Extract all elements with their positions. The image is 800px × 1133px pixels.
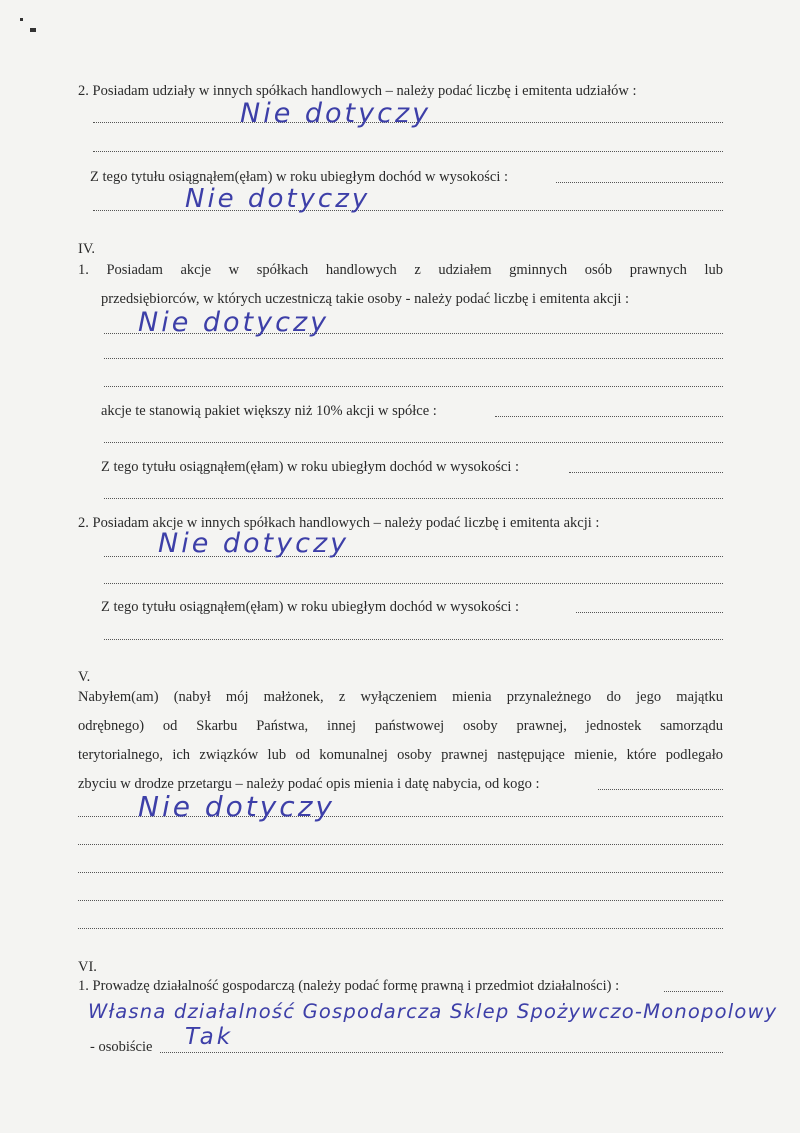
- handwritten-answer: Nie dotyczy: [240, 98, 432, 129]
- income-line: [556, 182, 723, 183]
- package-label: akcje te stanowią pakiet większy niż 10% akcji w spółce :: [101, 403, 437, 419]
- property-paragraph-line1: Nabyłem(am) (nabył mój małżonek, z wyłączeniem mienia przynależnego do jego majątku: [78, 689, 723, 705]
- handwritten-answer: Nie dotyczy: [158, 528, 350, 559]
- answer-line: [93, 151, 723, 152]
- package-line: [495, 416, 723, 417]
- answer-line: [598, 789, 723, 790]
- answer-line: [78, 872, 723, 873]
- section-heading: VI.: [78, 959, 97, 975]
- business-question: 1. Prowadzę działalność gospodarczą (należy podać formę prawną i przedmiot działalności) :: [78, 978, 620, 994]
- answer-line: [104, 498, 723, 499]
- other-shares-question: 2. Posiadam akcje w innych spółkach handlowych – należy podać liczbę i emitenta akcji :: [78, 515, 600, 531]
- answer-line: [78, 844, 723, 845]
- answer-line: [104, 386, 723, 387]
- shares-question: 2. Posiadam udziały w innych spółkach handlowych – należy podać liczbę i emitenta udziałów :: [78, 83, 637, 99]
- answer-line: [104, 639, 723, 640]
- answer-line: [664, 991, 723, 992]
- handwritten-answer: Nie dotyczy: [138, 307, 330, 338]
- income-label: Z tego tytułu osiągnąłem(ęłam) w roku ubiegłym dochód w wysokości :: [101, 599, 520, 615]
- shares-question-line2: przedsiębiorców, w których uczestniczą takie osoby - należy podać liczbę i emitenta akcji :: [101, 291, 630, 307]
- handwritten-answer: Nie dotyczy: [138, 790, 335, 823]
- shares-question-line1: 1. Posiadam akcje w spółkach handlowych z udziałem gminnych osób prawnych lub: [78, 262, 723, 278]
- section-heading: IV.: [78, 241, 96, 257]
- answer-line: [104, 358, 723, 359]
- scan-mark: [30, 28, 36, 32]
- answer-line: [160, 1052, 723, 1053]
- income-line: [576, 612, 723, 613]
- answer-line: [78, 900, 723, 901]
- answer-line: [104, 583, 723, 584]
- scan-mark: [20, 18, 23, 21]
- income-label: Z tego tytułu osiągnąłem(ęłam) w roku ubiegłym dochód w wysokości :: [90, 169, 509, 185]
- answer-line: [104, 442, 723, 443]
- section-heading: V.: [78, 669, 91, 685]
- answer-line: [78, 928, 723, 929]
- property-paragraph-line3: terytorialnego, ich związków lub od komunalnej osoby prawnej następujące mienie, które podlegało: [78, 747, 723, 763]
- handwritten-answer: Własna działalność Gospodarcza Sklep Spożywczo-Monopolowy: [88, 1000, 778, 1023]
- personally-label: - osobiście: [90, 1039, 153, 1055]
- handwritten-answer: Nie dotyczy: [185, 184, 371, 214]
- property-paragraph-line4: zbyciu w drodze przetargu – należy podać opis mienia i datę nabycia, od kogo :: [78, 776, 540, 792]
- property-paragraph-line2: odrębnego) od Skarbu Państwa, innej państwowej osoby prawnej, jednostek samorządu: [78, 718, 723, 734]
- handwritten-answer: Tak: [185, 1024, 234, 1050]
- income-label: Z tego tytułu osiągnąłem(ęłam) w roku ubiegłym dochód w wysokości :: [101, 459, 520, 475]
- income-line: [569, 472, 723, 473]
